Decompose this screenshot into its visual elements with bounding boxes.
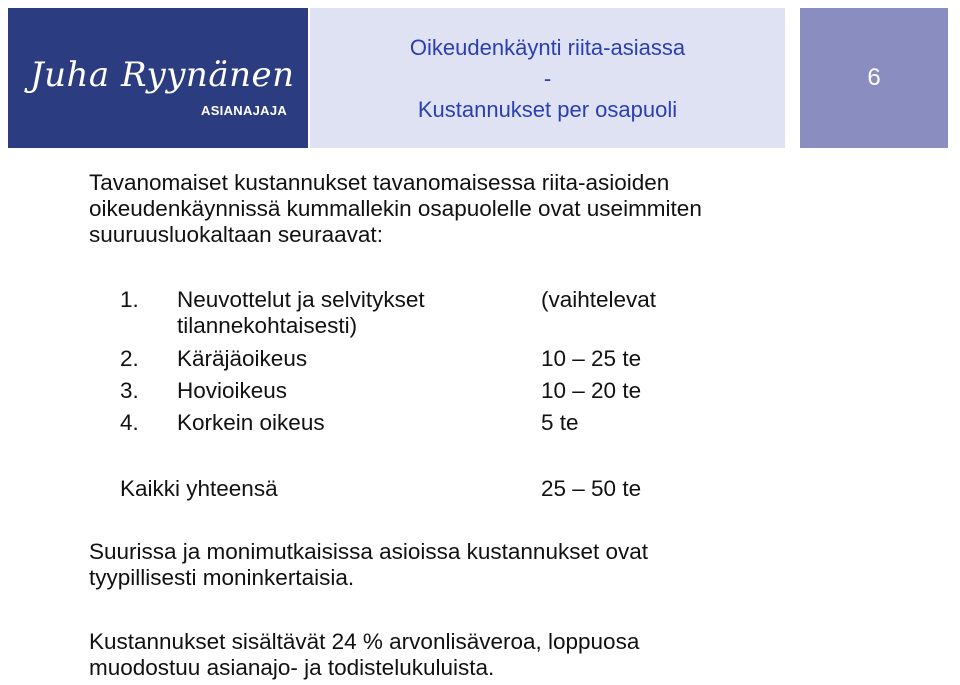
note2-line-1: Kustannukset sisältävät 24 % arvonlisäveroa, loppuosa	[89, 629, 640, 654]
note-vat	[89, 629, 639, 681]
note2-line-2: muodostuu asianajo- ja todistelukuluista.	[89, 655, 495, 680]
list-item-2-number: 2.	[120, 346, 139, 371]
list-item-1-continuation: tilannekohtaisesti)	[177, 313, 358, 338]
total-label: Kaikki yhteensä	[120, 476, 278, 501]
intro-line-1: Tavanomaiset kustannukset tavanomaisessa riita-asioiden	[89, 170, 670, 195]
logo-signature: Juha Ryynänen	[30, 55, 295, 95]
intro-line-2: oikeudenkäynnissä kummallekin osapuolelle ovat useimmiten	[89, 196, 702, 221]
list-item-4-value: 5 te	[541, 410, 579, 435]
list-item-3-number: 3.	[120, 378, 139, 403]
list-item-4-number: 4.	[120, 410, 139, 435]
title-line-1: Oikeudenkäynti riita-asiassa	[409, 34, 686, 60]
note1-line-1: Suurissa ja monimutkaisissa asioissa kustannukset ovat	[89, 539, 649, 564]
slide-title	[310, 8, 785, 148]
list-item-2-value: 10 – 25 te	[541, 346, 642, 371]
total-value: 25 – 50 te	[541, 476, 642, 501]
logo-panel	[8, 8, 308, 148]
list-item-2-label: Käräjäoikeus	[177, 346, 308, 371]
logo-subtitle: ASIANAJAJA	[201, 103, 288, 118]
intro-line-3: suuruusluokaltaan seuraavat:	[89, 222, 383, 247]
list-item-3-label: Hovioikeus	[177, 378, 288, 403]
list-item-3-value: 10 – 20 te	[541, 378, 642, 403]
title-line-2: -	[543, 65, 552, 91]
list-item-4-label: Korkein oikeus	[177, 410, 325, 435]
title-line-3: Kustannukset per osapuoli	[417, 96, 678, 122]
list-item-1-value: (vaihtelevat	[541, 287, 657, 312]
list-item-1-number: 1.	[120, 287, 139, 312]
list-item-1-label: Neuvottelut ja selvitykset	[177, 287, 425, 312]
note1-line-2: tyypillisesti moninkertaisia.	[89, 565, 355, 590]
intro-paragraph	[89, 170, 702, 248]
page-number: 6	[800, 8, 948, 148]
note-complex-cases	[89, 539, 648, 591]
